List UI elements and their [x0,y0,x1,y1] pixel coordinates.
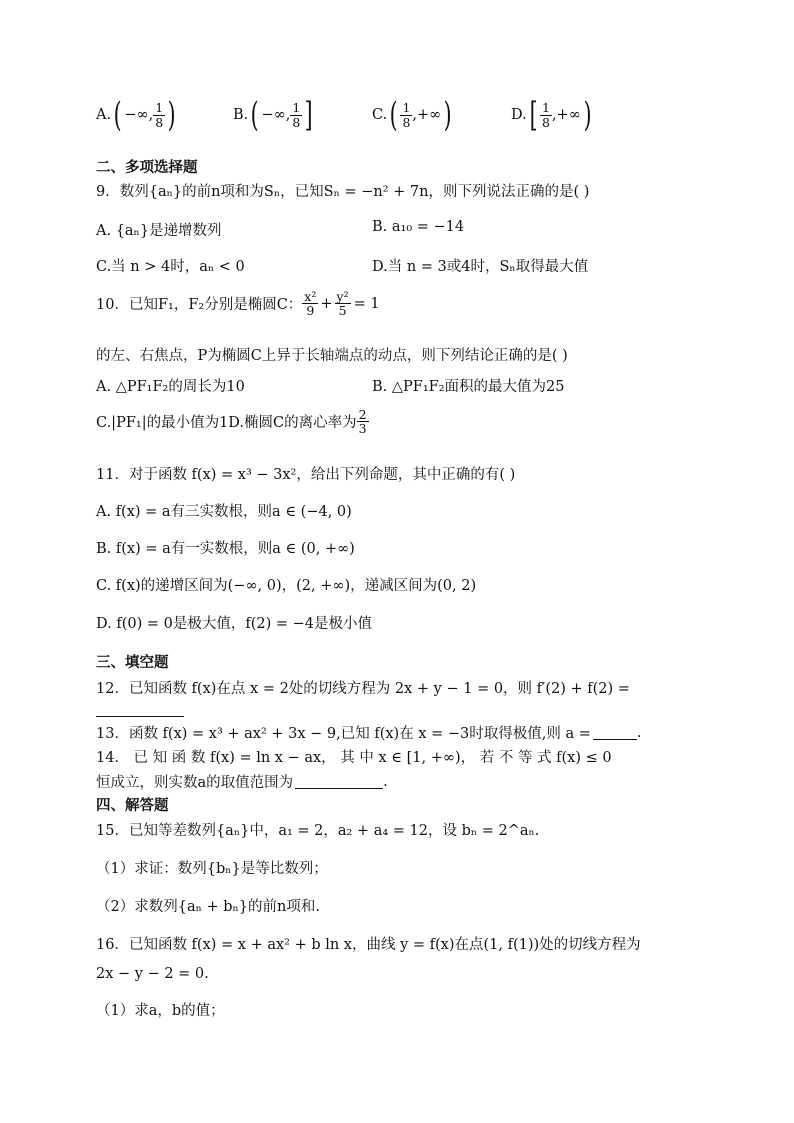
close-paren: ) [167,95,176,135]
fraction-y: $\frac{\text{y²}}{5}$ [336,289,349,319]
q10-option-a: A. △PF₁F₂的周长为10 [96,379,245,395]
q8-option-a: A. ( −∞, $\frac{1}{8}$ ) [96,95,176,135]
q13-answer-blank [593,725,637,740]
q8-option-b: B. ( −∞, $\frac{1}{8}$ ] [233,95,313,135]
open-paren: ( [250,95,259,135]
q9-stem: 9．数列{aₙ}的前n项和为Sₙ，已知Sₙ = −n² + 7n，则下列说法正确的是( ) [96,184,590,200]
section-heading-multi: 二、多项选择题 [96,160,198,176]
close-paren: ) [583,95,592,135]
q12-line1: 12．已知函数 f(x)在点 x = 2处的切线方程为 2x + y − 1 = 0，则 f′(2) + f(2) = [96,681,630,697]
q16-stem: 16．已知函数 f(x) = x + ax² + b ln x，曲线 y = f(x)在点(1, f(1))处的切线方程为 [96,937,641,953]
q9-option-c: C.当 n > 4时，aₙ < 0 [96,259,245,275]
fraction: $\frac{1}{8}$ [292,100,301,130]
open-bracket: [ [529,95,538,135]
close-paren: ) [443,95,452,135]
open-paren: ( [389,95,398,135]
fraction: $\frac{1}{8}$ [402,100,411,130]
q10-line2: 的左、右焦点，P为椭圆C上异于长轴端点的动点，则下列结论正确的是( ) [96,348,568,364]
q16-part1: （1）求a，b的值； [96,1003,225,1019]
fraction: $\frac{1}{8}$ [541,100,550,130]
q15-stem: 15．已知等差数列{aₙ}中，a₁ = 2，a₂ + a₄ = 12，设 bₙ = 2^aₙ. [96,823,540,839]
q15-part2: （2）求数列{aₙ + bₙ}的前n项和. [96,899,320,915]
q14-answer-blank [295,774,383,789]
open-paren: ( [113,95,122,135]
q12-answer-blank [96,700,184,721]
q11-option-b: B. f(x) = a有一实数根，则a ∈ (0, +∞) [96,541,355,557]
q11-option-d: D. f(0) = 0是极大值，f(2) = −4是极小值 [96,616,372,632]
q8-option-c: C. ( $\frac{1}{8}$ ,+∞ ) [372,95,452,135]
q10-option-cd: C.|PF₁|的最小值为1D.椭圆C的离心率为 $\frac{2}{3}$ [96,407,367,437]
section-heading-fill: 三、填空题 [96,655,169,671]
q15-part1: （1）求证：数列{bₙ}是等比数列； [96,861,328,877]
q9-option-d: D.当 n = 3或4时，Sₙ取得最大值 [372,259,589,275]
q13-line: 13．函数 f(x) = x³ + ax² + 3x − 9,已知 f(x)在 x = −3时取得极值,则 a = . [96,724,642,742]
fraction: $\frac{1}{8}$ [155,100,164,130]
q9-option-b: B. a₁₀ = −14 [372,219,465,235]
q14-line2: 恒成立，则实数a的取值范围为 . [96,773,388,791]
section-heading-answer: 四、解答题 [96,798,169,814]
q11-stem: 11．对于函数 f(x) = x³ − 3x²，给出下列命题，其中正确的有( ) [96,467,516,483]
q11-option-a: A. f(x) = a有三实数根，则a ∈ (−4, 0) [96,504,352,520]
q10-stem: 10．已知F₁，F₂分别是椭圆C： $\frac{\text{x²}}{9}$ + $\frac{\text{y²}}{5}$ = 1 [96,289,380,319]
q9-option-a: A. {aₙ}是递增数列 [96,223,222,239]
q16-line2: 2x − y − 2 = 0. [96,966,209,982]
q11-option-c: C. f(x)的递增区间为(−∞, 0)，(2, +∞)，递减区间为(0, 2) [96,578,477,594]
close-bracket: ] [304,95,313,135]
q10-option-b: B. △PF₁F₂面积的最大值为25 [372,379,565,395]
fraction: $\frac{2}{3}$ [358,407,367,437]
fraction-x: $\frac{\text{x²}}{9}$ [304,289,317,319]
q8-option-d: D. [ $\frac{1}{8}$ ,+∞ ) [511,95,592,135]
q14-line1: 14． 已 知 函 数 f(x) = ln x − ax， 其 中 x ∈ [1, +∞)， 若 不 等 式 f(x) ≤ 0 [96,750,612,766]
